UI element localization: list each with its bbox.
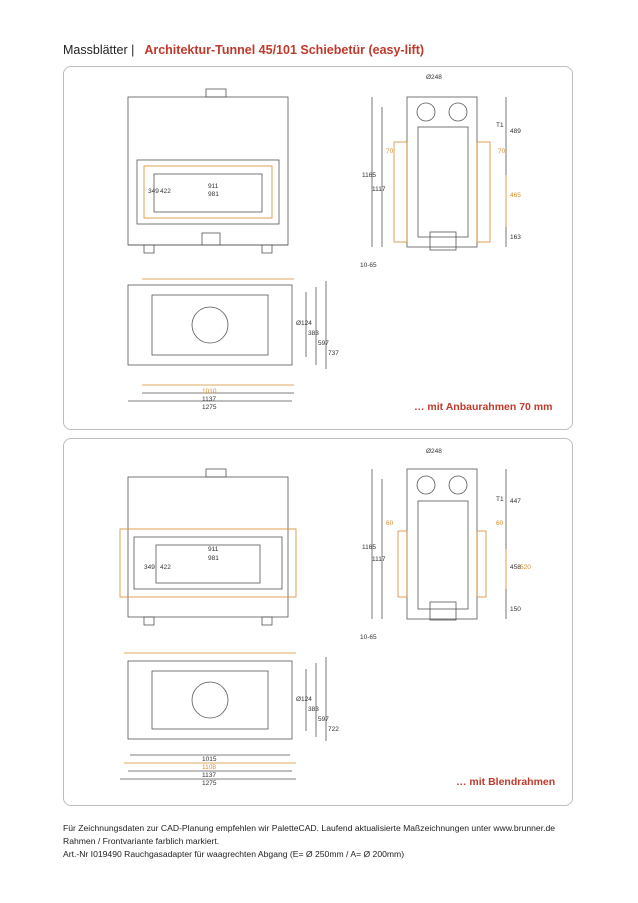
- dim-t1: T1: [496, 496, 504, 503]
- dim-diameter: Ø248: [426, 74, 442, 81]
- drawing-panel-anbaurahmen: [63, 66, 573, 430]
- dim-h-orange: 520: [520, 564, 531, 571]
- dim-h-outer: 422: [160, 564, 171, 571]
- page-header: [63, 43, 424, 57]
- top-view: [128, 279, 326, 401]
- dim-w3: 1275: [202, 404, 217, 411]
- dim-d4: 722: [328, 726, 339, 733]
- variant-label: … mit Blendrahmen: [456, 776, 556, 788]
- dim-w1: 1010: [202, 388, 217, 395]
- dim-d3: 597: [318, 340, 329, 347]
- dim-w0: 1015: [202, 756, 217, 763]
- dim-d4: 737: [328, 350, 339, 357]
- front-view: [128, 89, 288, 253]
- dim-h-mid2: 458: [510, 564, 521, 571]
- footer-line-cad: Für Zeichnungsdaten zur CAD-Planung empfehlen wir PaletteCAD. Laufend aktualisierte Maßzeichnungen unter www.brunner.de: [63, 823, 556, 833]
- footer-notes: [63, 822, 603, 861]
- dim-d2: 383: [308, 706, 319, 713]
- dim-h-top: 447: [510, 498, 521, 505]
- dim-base: 10-65: [360, 262, 377, 269]
- footer-line-frame: Rahmen / Frontvariante farblich markiert.: [63, 836, 220, 846]
- dim-w-inner: 911: [208, 183, 219, 190]
- top-view: [120, 653, 326, 779]
- page-title: Architektur-Tunnel 45/101 Schiebetür (easy-lift): [144, 43, 425, 57]
- dim-base: 10-65: [360, 634, 377, 641]
- dim-d3: 597: [318, 716, 329, 723]
- dim-right: 70: [498, 148, 506, 155]
- side-view: [372, 97, 506, 250]
- dim-h-mid: 1117: [372, 186, 386, 193]
- dim-d1: Ø124: [296, 696, 312, 703]
- dim-w2: 1137: [202, 772, 216, 779]
- dim-w2: 1137: [202, 396, 216, 403]
- dim-left: 60: [386, 520, 394, 527]
- dim-h-mid: 1117: [372, 556, 386, 563]
- dim-w3: 1275: [202, 780, 217, 787]
- dim-w1: 1108: [202, 764, 216, 771]
- technical-drawing-1: [64, 67, 572, 429]
- dim-h-bottom: 150: [510, 606, 521, 613]
- dim-h-total: 1165: [362, 544, 376, 551]
- dim-w-inner: 911: [208, 546, 219, 553]
- dim-h-bottom: 163: [510, 234, 521, 241]
- dim-h-inner: 349: [144, 564, 155, 571]
- dim-h-total: 1165: [362, 172, 376, 179]
- dim-right: 60: [496, 520, 504, 527]
- dim-left: 70: [386, 148, 394, 155]
- dim-t1: T1: [496, 122, 504, 129]
- dim-h-orange: 465: [510, 192, 521, 199]
- section-label: Massblätter |: [63, 43, 135, 57]
- dim-d2: 383: [308, 330, 319, 337]
- dim-h-top: 489: [510, 128, 521, 135]
- variant-label: … mit Anbaurahmen 70 mm: [414, 401, 553, 413]
- dim-w-outer: 981: [208, 555, 219, 562]
- dim-d1: Ø124: [296, 320, 312, 327]
- dim-h-inner: 349: [148, 188, 159, 195]
- footer-line-article: Art.-Nr I019490 Rauchgasadapter für waagrechten Abgang (E= Ø 250mm / A= Ø 200mm): [63, 849, 405, 859]
- dim-w-outer: 981: [208, 191, 219, 198]
- dim-diameter: Ø248: [426, 448, 442, 455]
- dim-h-outer: 422: [160, 188, 171, 195]
- side-view: [372, 469, 506, 620]
- technical-drawing-2: [64, 439, 572, 805]
- drawing-panel-blendrahmen: [63, 438, 573, 806]
